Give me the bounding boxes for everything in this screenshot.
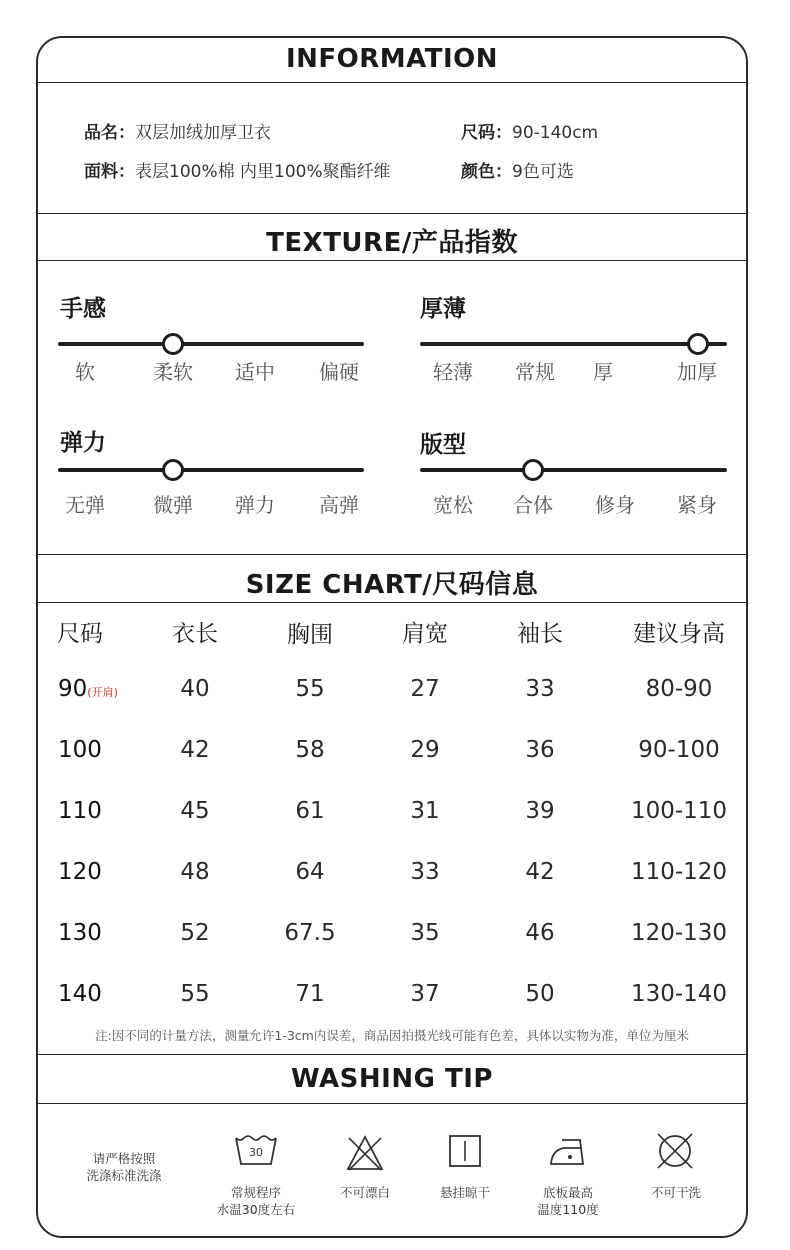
- size-value: 120: [58, 859, 102, 885]
- size-table-cell: 42: [525, 859, 555, 885]
- size-cell: [58, 676, 118, 702]
- shoulder-header: 肩宽: [402, 621, 448, 647]
- size-table-cell: 40: [180, 676, 210, 702]
- wash-item-line: 不可漂白: [339, 1185, 390, 1200]
- wash-item-line: 温度110度: [537, 1202, 599, 1217]
- fabric-value: 表层100%棉 内里100%聚酯纤维: [135, 162, 391, 182]
- size-table-cell: 130-140: [630, 981, 728, 1007]
- size-cell: [58, 859, 102, 885]
- info-size: [461, 118, 598, 143]
- size-note: (开肩): [87, 686, 118, 699]
- size-table-cell: 33: [525, 676, 555, 702]
- size-table-cell: 37: [410, 981, 440, 1007]
- washing-intro-line: 洗涤标准洗涤: [86, 1168, 162, 1183]
- texture-track: [420, 342, 727, 346]
- texture-option: 柔软: [153, 360, 193, 384]
- texture-option: 软: [75, 360, 95, 384]
- iron-icon: [548, 1136, 588, 1168]
- wash-item-line: 不可干洗: [650, 1185, 701, 1200]
- divider: [37, 260, 748, 261]
- size-table-cell: 55: [295, 676, 325, 702]
- texture-option: 弹力: [235, 493, 275, 517]
- texture-index-title: 版型: [420, 432, 466, 458]
- size-label: 尺码：: [461, 123, 512, 143]
- information-title: INFORMATION: [285, 44, 499, 74]
- size-table-cell: 110-120: [630, 859, 728, 885]
- texture-indicator: [162, 333, 184, 355]
- washing-intro-line: 请严格按照: [92, 1151, 156, 1166]
- size-table-cell: 52: [180, 920, 210, 946]
- divider: [37, 82, 748, 83]
- info-fabric: [84, 157, 391, 182]
- info-product-name: [84, 118, 271, 143]
- divider: [37, 1103, 748, 1104]
- texture-track: [420, 468, 727, 472]
- divider: [37, 554, 748, 555]
- texture-option: 偏硬: [319, 360, 359, 384]
- texture-track: [58, 342, 364, 346]
- size-cell: [58, 981, 102, 1007]
- size-table-cell: 31: [410, 798, 440, 824]
- size-table-cell: 55: [180, 981, 210, 1007]
- product-name-label: 品名：: [84, 123, 135, 143]
- size-value: 130: [58, 920, 102, 946]
- wash-item-line: 常规程序: [230, 1185, 281, 1200]
- chest-header: 胸围: [287, 622, 333, 648]
- texture-title: TEXTURE/产品指数: [266, 228, 518, 258]
- product-name-value: 双层加绒加厚卫衣: [135, 123, 271, 143]
- size-chart-title: SIZE CHART/尺码信息: [245, 570, 539, 600]
- divider: [37, 602, 748, 603]
- wash-item-line: 水温30度左右: [216, 1202, 296, 1217]
- size-table-cell: 120-130: [630, 920, 728, 946]
- no-bleach-icon: [345, 1134, 385, 1172]
- wash-item-line: 悬挂晾干: [439, 1185, 490, 1200]
- texture-option: 适中: [235, 360, 275, 384]
- divider: [37, 213, 748, 214]
- texture-option: 加厚: [677, 360, 717, 384]
- size-value: 110: [58, 798, 102, 824]
- size-table-cell: 36: [525, 737, 555, 763]
- size-table-cell: 48: [180, 859, 210, 885]
- texture-index-title: 手感: [60, 296, 106, 322]
- sleeve-header: 袖长: [517, 621, 563, 647]
- texture-indicator: [687, 333, 709, 355]
- size-cell: [58, 920, 102, 946]
- texture-option: 合体: [513, 493, 553, 517]
- wash-item-hang-dry: [415, 1184, 515, 1201]
- size-header: 尺码: [57, 621, 103, 647]
- size-table-cell: 46: [525, 920, 555, 946]
- info-color: [461, 157, 574, 182]
- length-header: 衣长: [172, 621, 218, 647]
- size-table-cell: 42: [180, 737, 210, 763]
- divider: [37, 1054, 748, 1055]
- texture-indicator: [162, 459, 184, 481]
- size-table-cell: 67.5: [284, 920, 336, 946]
- size-table-cell: 50: [525, 981, 555, 1007]
- size-table-cell: 71: [295, 981, 325, 1007]
- washing-title: WASHING TIP: [291, 1064, 493, 1094]
- texture-option: 厚: [593, 360, 613, 384]
- texture-indicator: [522, 459, 544, 481]
- size-table-cell: 33: [410, 859, 440, 885]
- color-label: 颜色：: [461, 162, 512, 182]
- no-dry-clean-icon: [655, 1131, 695, 1171]
- size-footnote: 注:因不同的计量方法，测量允许1-3cm内误差，商品因拍摄光线可能有色差，具体以实物为准，单位为厘米: [95, 1028, 689, 1043]
- size-cell: [58, 798, 102, 824]
- size-cell: [58, 737, 102, 763]
- texture-index-title: 弹力: [60, 430, 106, 456]
- size-value: 140: [58, 981, 102, 1007]
- size-table-cell: 39: [525, 798, 555, 824]
- size-table-cell: 35: [410, 920, 440, 946]
- wash-item-iron: [518, 1184, 618, 1218]
- texture-option: 微弹: [153, 493, 193, 517]
- size-table-cell: 80-90: [645, 676, 713, 702]
- height-header: 建议身高: [633, 621, 725, 647]
- wash-30-icon: [234, 1134, 278, 1168]
- size-table-cell: 64: [295, 859, 325, 885]
- texture-option: 常规: [515, 360, 555, 384]
- wash-item-no-dry-clean: [626, 1184, 726, 1201]
- size-table-cell: 58: [295, 737, 325, 763]
- wash-item-temperature: [206, 1184, 306, 1218]
- texture-option: 轻薄: [433, 360, 473, 384]
- size-table-cell: 90-100: [638, 737, 720, 763]
- wash-item-no-bleach: [315, 1184, 415, 1201]
- size-table-cell: 27: [410, 676, 440, 702]
- wash-item-line: 底板最高: [542, 1185, 593, 1200]
- texture-option: 无弹: [65, 493, 105, 517]
- size-value: 90-140cm: [512, 123, 599, 143]
- size-value: 90: [58, 676, 88, 702]
- size-value: 100: [58, 737, 102, 763]
- hang-dry-icon: [448, 1134, 482, 1168]
- wash-temperature-badge: 30: [249, 1146, 263, 1159]
- size-table-cell: 100-110: [630, 798, 728, 824]
- texture-index-title: 厚薄: [420, 296, 466, 322]
- fabric-label: 面料：: [84, 162, 135, 182]
- size-table-cell: 29: [410, 737, 440, 763]
- texture-option: 宽松: [433, 493, 473, 517]
- texture-option: 高弹: [319, 493, 359, 517]
- texture-option: 修身: [595, 493, 635, 517]
- texture-option: 紧身: [677, 493, 717, 517]
- size-table-cell: 45: [180, 798, 210, 824]
- washing-intro: [66, 1150, 182, 1184]
- color-value: 9色可选: [512, 162, 574, 182]
- size-table-cell: 61: [295, 798, 325, 824]
- texture-track: [58, 468, 364, 472]
